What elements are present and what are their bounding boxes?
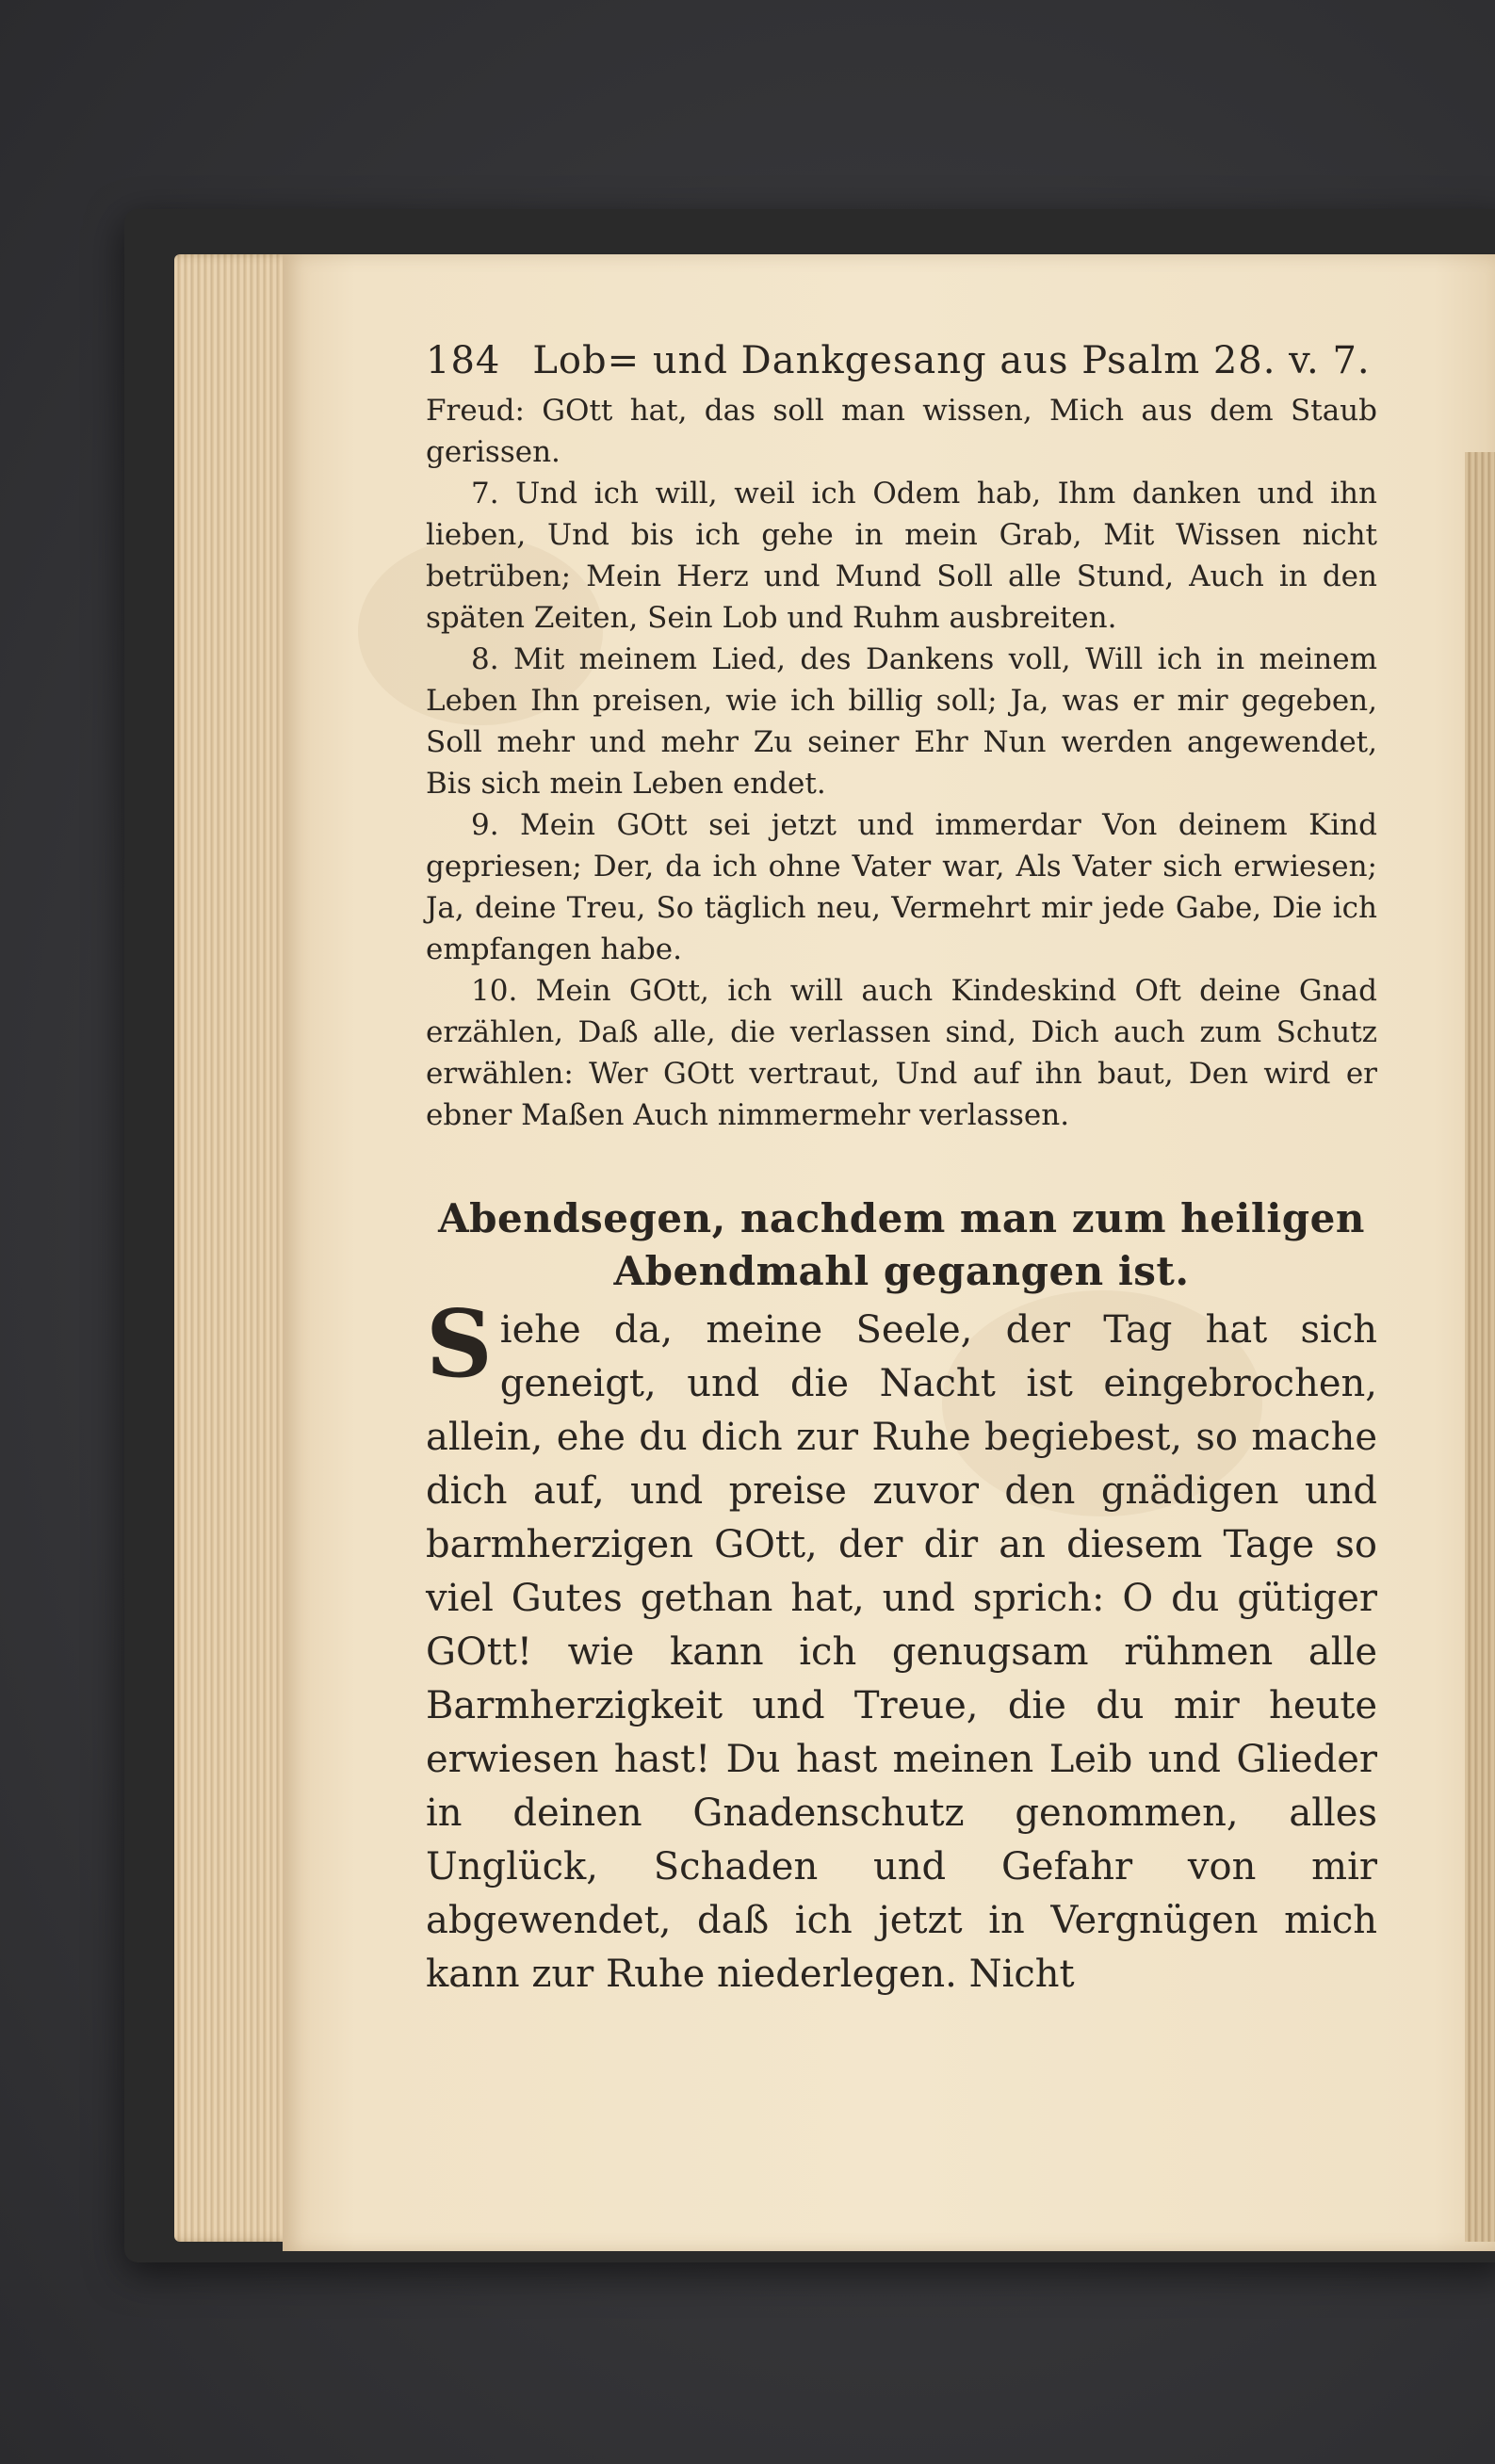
stanza-continuation: Freud: GOtt hat, das soll man wissen, Mich aus dem Staub gerissen. — [426, 394, 1377, 469]
page-edges-right — [1465, 452, 1495, 2242]
prayer-body: iehe da, meine Seele, der Tag hat sich geneigt, und die Nacht ist eingebrochen, allein, ehe du dich zur Ruhe begiebest, so mache dich auf, und preise zuvor den gnädigen und barmherzigen GOtt, der dir an diesem Tage so viel Gutes gethan hat, und sprich: O du gütiger GOtt! wie kann ich genugsam rühmen alle Barmherzigkeit und Treue, die du mir heute erwiesen hast! Du hast meinen Leib und Glieder in deinen Gnadenschutz genommen, alles Unglück, Schaden und Gefahr von mir abgewendet, daß ich jetzt in Vergnügen mich kann zur Ruhe niederlegen. Nicht — [426, 1308, 1377, 1996]
stanza-10: 10. Mein GOtt, ich will auch Kindeskind Oft deine Gnad erzählen, Daß alle, die verlassen sind, Dich auch zum Schutz erwählen: Wer GOtt vertraut, Und auf ihn baut, Den wird er ebner Maßen Auch nimmermehr verlassen. — [426, 974, 1377, 1132]
stanza-7: 7. Und ich will, weil ich Odem hab, Ihm danken und ihn lieben, Und bis ich gehe in mein Grab, Mit Wissen nicht betrüben; Mein Herz und Mund Soll alle Stund, Auch in den späten Zeiten, Sein Lob und Ruhm ausbreiten. — [426, 477, 1377, 635]
stanza-9: 9. Mein GOtt sei jetzt und immerdar Von deinem Kind gepriesen; Der, da ich ohne Vater war, Als Vater sich erwiesen; Ja, deine Treu, So täglich neu, Vermehrt mir jede Gabe, Die ich empfangen habe. — [426, 808, 1377, 966]
page-edges-left — [174, 254, 297, 2242]
drop-cap: S — [426, 1290, 493, 1399]
running-title: Lob= und Dankgesang aus Psalm 28. v. 7. — [532, 339, 1371, 382]
page-text — [426, 339, 1377, 2002]
page-number: 184 — [426, 339, 501, 382]
section-title: Abendsegen, nachdem man zum heiligen Abendmahl gegangen ist. — [438, 1195, 1365, 1294]
prayer-text — [426, 1290, 1377, 2002]
stanza-8: 8. Mit meinem Lied, des Dankens voll, Will ich in meinem Leben Ihn preisen, wie ich billig soll; Ja, was er mir gegeben, Soll mehr und mehr Zu seiner Ehr Nun werden angewendet, Bis sich mein Leben endet. — [426, 642, 1377, 801]
running-head — [426, 339, 1377, 382]
